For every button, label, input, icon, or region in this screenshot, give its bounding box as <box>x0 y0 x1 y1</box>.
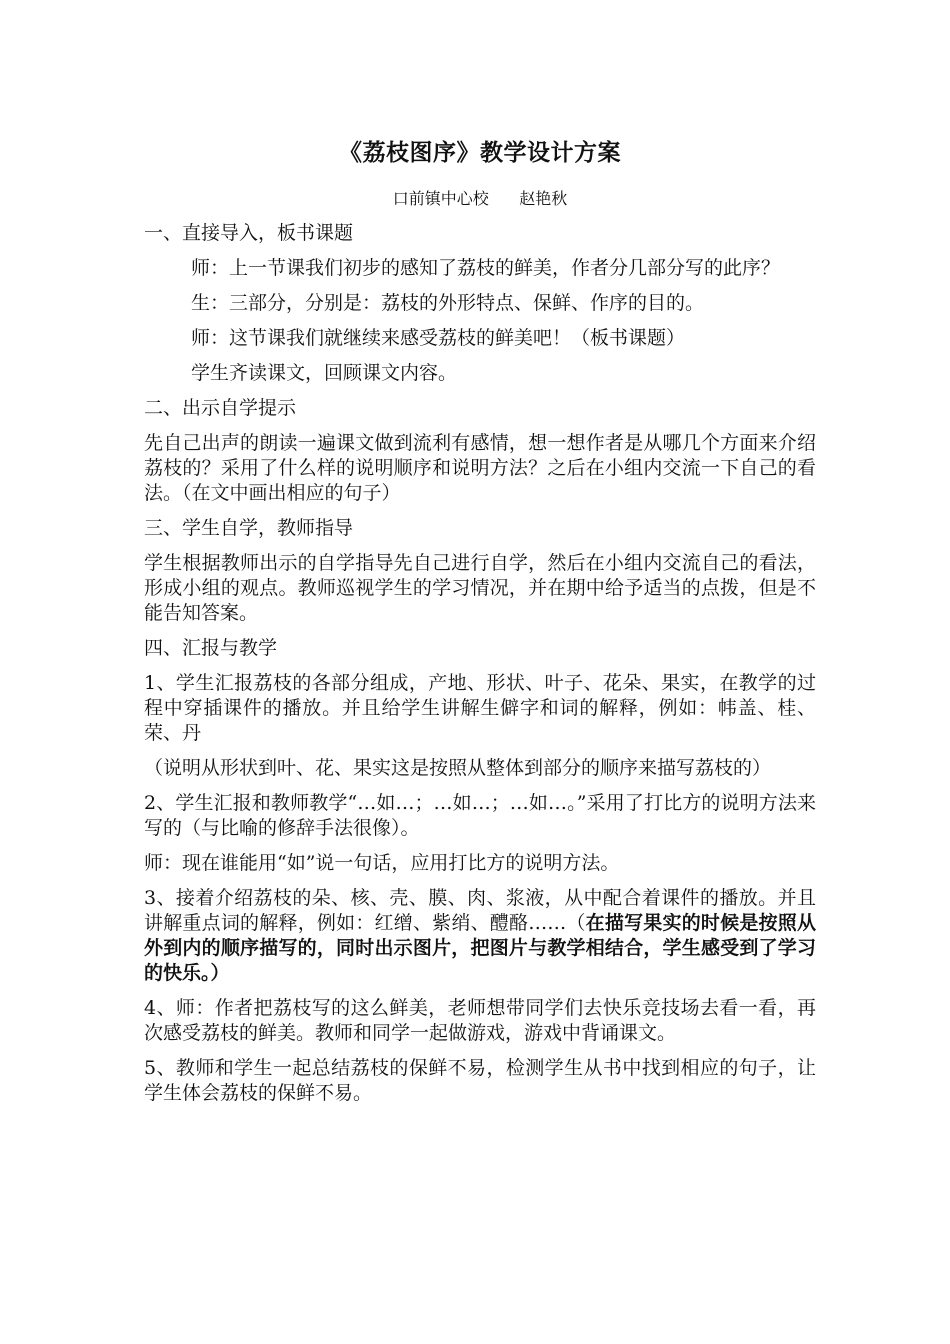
document-title: 《荔枝图序》教学设计方案 <box>339 139 621 166</box>
paragraph-text: 3、接着介绍荔枝的朵、核、壳、膜、肉、浆液，从中配合着课件的播放。并且讲解重点词的解释，例如：红缯、紫绡、醴酪……（ <box>144 887 816 934</box>
paragraph: 师：现在谁能用“如”说一句话，应用打比方的说明方法。 <box>144 852 620 874</box>
paragraph: 1、学生汇报荔枝的各部分组成，产地、形状、叶子、花朵、果实，在教学的过程中穿插课件的播放。并且给学生讲解生僻字和词的解释，例如：帏盖、桂、荣、丹 <box>144 672 816 744</box>
paragraph: 5、教师和学生一起总结荔枝的保鲜不易，检测学生从书中找到相应的句子，让学生体会荔枝的保鲜不易。 <box>144 1057 816 1104</box>
paragraph-bold-text: 在描写果实的时候是按照从外到内的顺序描写的，同时出示图片，把图片与教学相结合，学生感受到了学习的快乐。） <box>144 912 816 984</box>
paragraph: 师：这节课我们就继续来感受荔枝的鲜美吧！（板书课题） <box>191 327 686 349</box>
paragraph: 2、学生汇报和教师教学“…如…；…如…；…如…。”采用了打比方的说明方法来写的（与比喻的修辞手法很像）。 <box>144 792 816 839</box>
paragraph-mixed <box>144 886 816 986</box>
paragraph: 先自己出声的朗读一遍课文做到流利有感情，想一想作者是从哪几个方面来介绍荔枝的？采用了什么样的说明顺序和说明方法？之后在小组内交流一下自己的看法。（在文中画出相应的句子） <box>144 432 816 504</box>
section-heading-4: 四、汇报与教学 <box>144 637 278 659</box>
section-heading-2: 二、出示自学提示 <box>144 397 297 419</box>
paragraph: 4、师：作者把荔枝写的这么鲜美，老师想带同学们去快乐竞技场去看一看，再次感受荔枝的鲜美。教师和同学一起做游戏，游戏中背诵课文。 <box>144 997 816 1044</box>
document-author: 口前镇中心校 赵艳秋 <box>392 189 568 208</box>
paragraph: 生：三部分，分别是：荔枝的外形特点、保鲜、作序的目的。 <box>191 292 705 314</box>
section-heading-1: 一、直接导入，板书课题 <box>144 222 354 244</box>
section-heading-3: 三、学生自学，教师指导 <box>144 517 354 539</box>
paragraph: 学生根据教师出示的自学指导先自己进行自学，然后在小组内交流自己的看法，形成小组的观点。教师巡视学生的学习情况，并在期中给予适当的点拨，但是不能告知答案。 <box>144 552 816 624</box>
paragraph: 学生齐读课文，回顾课文内容。 <box>191 362 458 384</box>
document-body <box>144 221 816 1116</box>
paragraph: （说明从形状到叶、花、果实这是按照从整体到部分的顺序来描写荔枝的） <box>144 757 772 779</box>
paragraph: 师：上一节课我们初步的感知了荔枝的鲜美，作者分几部分写的此序？ <box>191 257 781 279</box>
